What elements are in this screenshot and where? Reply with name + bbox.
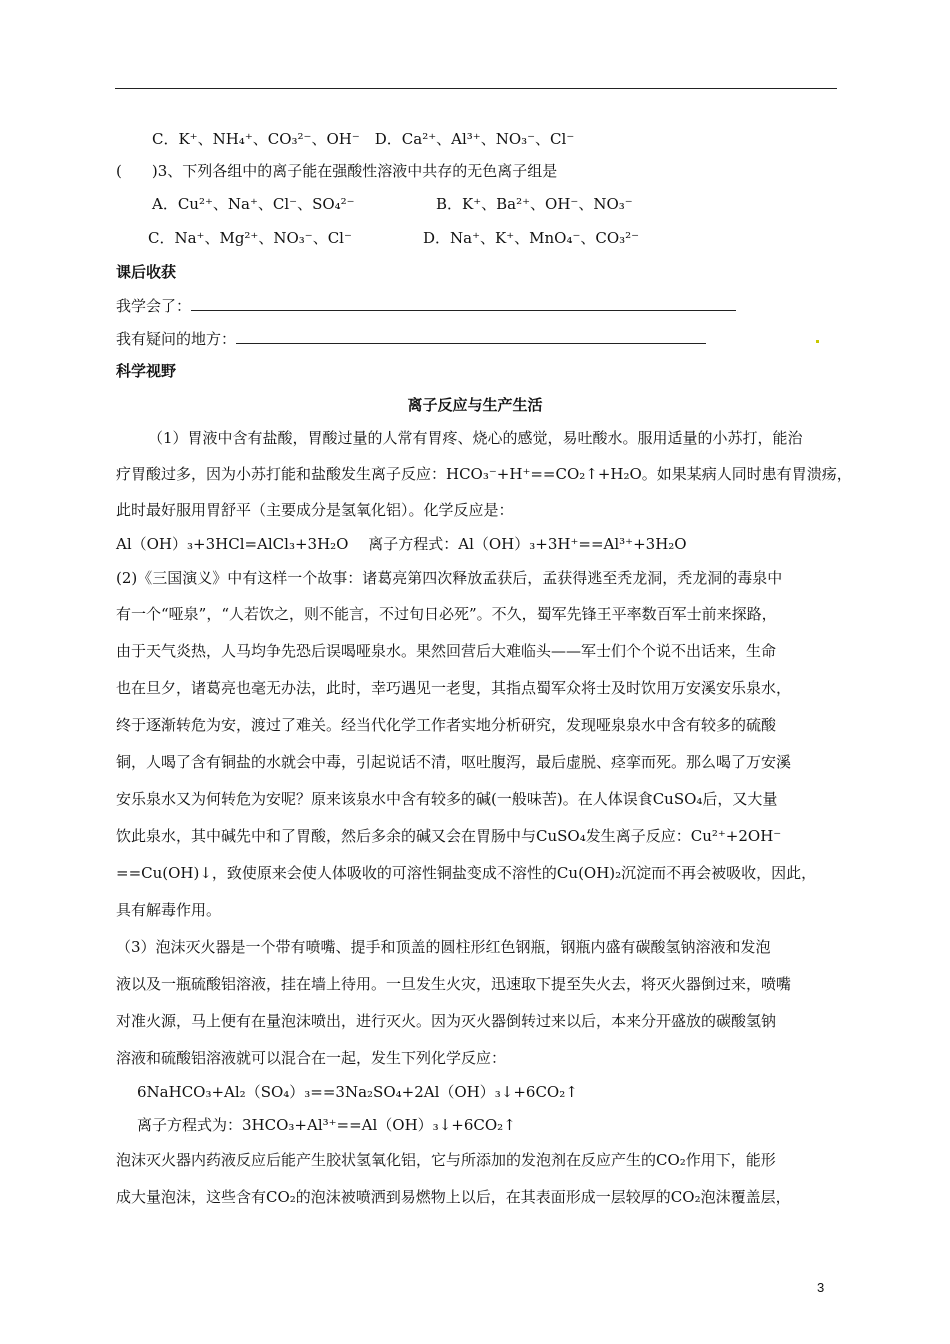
q3-option-a: A．Cu²⁺、Na⁺、Cl⁻、SO₄²⁻ [152,195,355,213]
harvest-heading: 课后收获 [116,263,177,281]
learned-row [116,294,736,317]
p1-line-4: Al（OH）₃+3HCl=AlCl₃+3H₂O 离子方程式：Al（OH）₃+3H⁺==Al³⁺+3H₂O [116,535,687,553]
doubt-label: 我有疑问的地方： [116,330,237,348]
p2-line-8: 饮此泉水，其中碱先中和了胃酸，然后多余的碱又会在胃肠中与CuSO₄发生离子反应：Cu²⁺+2OH⁻ [116,827,782,845]
q2-options-cd: C．K⁺、NH₄⁺、CO₃²⁻、OH⁻ D．Ca²⁺、Al³⁺、NO₃⁻、Cl⁻ [152,130,575,148]
article-title: 离子反应与生产生活 [407,396,543,414]
p1-line-1: （1）胃液中含有盐酸，胃酸过量的人常有胃疼、烧心的感觉，易吐酸水。服用适量的小苏打，能治 [148,429,803,447]
p3-line-4: 溶液和硫酸铝溶液就可以混合在一起，发生下列化学反应： [116,1049,507,1067]
q3-option-c: C．Na⁺、Mg²⁺、NO₃⁻、Cl⁻ [148,229,352,247]
p2-line-4: 也在旦夕，诸葛亮也毫无办法，此时，幸巧遇见一老叟，其指点蜀军众将士及时饮用万安溪安乐泉水， [116,679,792,697]
doubt-blank[interactable] [236,327,706,344]
page-number: 3 [817,1280,825,1295]
p2-line-1: (2)《三国演义》中有这样一个故事：诸葛亮第四次释放孟获后，孟获得逃至秃龙洞，秃龙洞的毒泉中 [116,569,783,587]
p3-line-2: 液以及一瓶硫酸铝溶液，挂在墙上待用。一旦发生火灾，迅速取下提至失火去，将灭火器倒过来，喷嘴 [116,975,792,993]
p2-line-7: 安乐泉水又为何转危为安呢？原来该泉水中含有较多的碱(一般味苦)。在人体误食CuSO₄后，又大量 [116,790,778,808]
stray-dot [816,340,819,343]
q3-option-b: B．K⁺、Ba²⁺、OH⁻、NO₃⁻ [436,195,633,213]
p3-line-1: （3）泡沫灭火器是一个带有喷嘴、提手和顶盖的圆柱形红色钢瓶，钢瓶内盛有碳酸氢钠溶液和发泡 [116,938,771,956]
p2-line-10: 具有解毒作用。 [116,901,222,919]
p4-line-2: 成大量泡沫，这些含有CO₂的泡沫被喷洒到易燃物上以后，在其表面形成一层较厚的CO₂泡沫覆盖层， [116,1188,791,1206]
header-rule [115,88,837,89]
learned-blank[interactable] [191,294,736,311]
doubt-row [116,327,706,350]
p2-line-6: 铜，人喝了含有铜盐的水就会中毒，引起说话不清，呕吐腹泻，最后虚脱、痉挛而死。那么喝了万安溪 [116,753,792,771]
learned-label: 我学会了： [116,297,192,315]
p1-line-3: 此时最好服用胃舒平（主要成分是氢氧化铝）。化学反应是： [116,501,514,519]
q3-stem: ( )3、下列各组中的离子能在强酸性溶液中共存的无色离子组是 [116,162,558,180]
p3-equation-1: 6NaHCO₃+Al₂（SO₄）₃==3Na₂SO₄+2Al（OH）₃↓+6CO₂↑ [137,1083,578,1101]
p2-line-2: 有一个“哑泉”，“人若饮之，则不能言，不过旬日必死”。不久，蜀军先锋王平率数百军士前来探路， [116,605,777,623]
p2-line-5: 终于逐渐转危为安，渡过了难关。经当代化学工作者实地分析研究，发现哑泉泉水中含有较多的硫酸 [116,716,777,734]
p3-equation-2: 离子方程式为：3HCO₃+Al³⁺==Al（OH）₃↓+6CO₂↑ [137,1116,516,1134]
p2-line-3: 由于天气炎热，人马均争先恐后误喝哑泉水。果然回营后大难临头——军士们个个说不出话来，生命 [116,642,777,660]
p2-line-9: ==Cu(OH)↓，致使原来会使人体吸收的可溶性铜盐变成不溶性的Cu(OH)₂沉淀而不再会被吸收，因此， [116,864,817,882]
p4-line-1: 泡沫灭火器内药液反应后能产生胶状氢氧化铝，它与所添加的发泡剂在反应产生的CO₂作用下，能形 [116,1151,776,1169]
vision-heading: 科学视野 [116,362,177,380]
p1-line-2: 疗胃酸过多，因为小苏打能和盐酸发生离子反应：HCO₃⁻+H⁺==CO₂↑+H₂O。如果某病人同时患有胃溃疡， [116,465,852,483]
q3-option-d: D．Na⁺、K⁺、MnO₄⁻、CO₃²⁻ [423,229,640,247]
p3-line-3: 对准火源，马上便有在量泡沫喷出，进行灭火。因为灭火器倒转过来以后，本来分开盛放的碳酸氢钠 [116,1012,777,1030]
